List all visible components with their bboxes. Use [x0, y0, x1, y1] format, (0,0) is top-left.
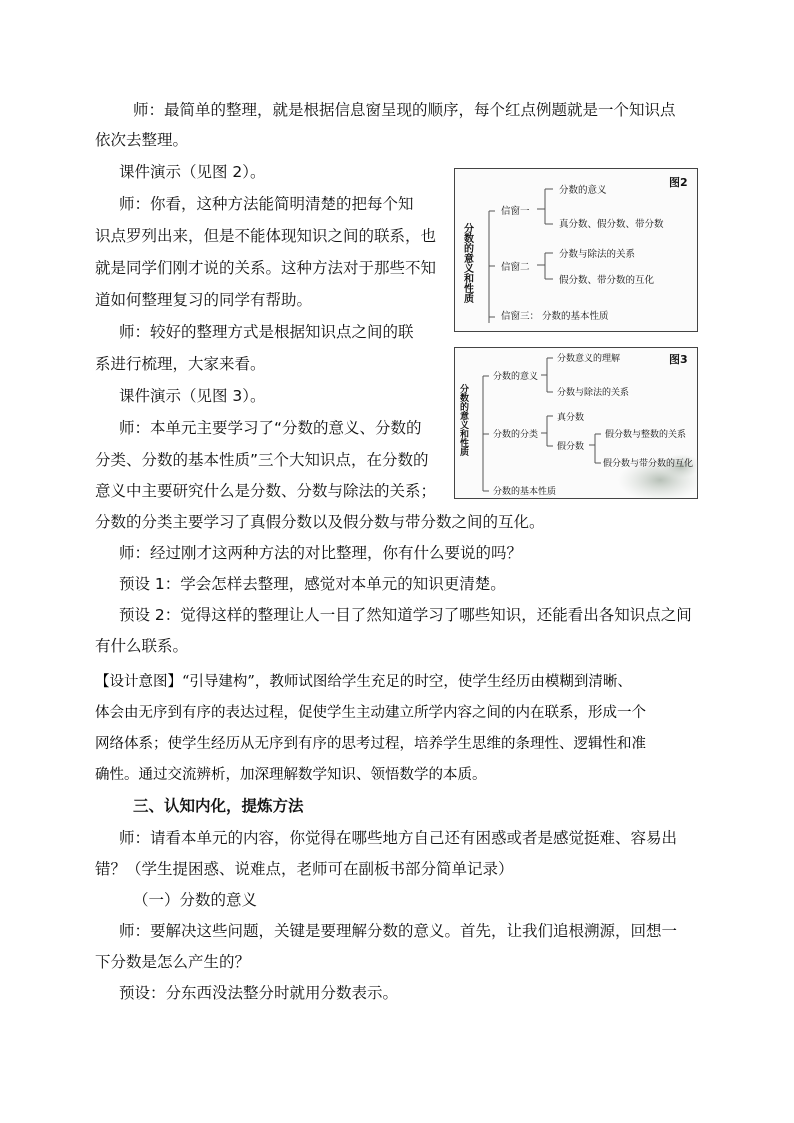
text-line: 师：要解决这些问题，关键是要理解分数的意义。首先，让我们追根溯源，回想一	[119, 922, 678, 940]
sub-heading: （一）分数的意义	[133, 891, 258, 909]
design-intent-line: 网络体系；使学生经历从无序到有序的思考过程，培养学生思维的条理性、逻辑性和准	[95, 736, 646, 752]
figure-3-improper: 假分数	[557, 442, 585, 452]
text-line: 道如何整理复习的同学有帮助。	[95, 291, 313, 309]
text-line: 师：本单元主要学习了“分数的意义、分数的	[119, 419, 422, 437]
figure-3-improper-b: 假分数与带分数的互化	[603, 459, 694, 469]
text-line: 错？（学生提困惑、说难点，老师可在副板书部分简单记录）	[95, 860, 514, 878]
figure-3-classify: 分数的分类	[493, 430, 539, 440]
text-line: 识点罗列出来，但是不能体现知识之间的联系，也	[95, 227, 437, 245]
figure-3-meaning-a: 分数意义的理解	[557, 354, 621, 364]
figure-2-window-2: 信窗二	[501, 262, 530, 273]
figure-3-proper: 真分数	[557, 413, 585, 423]
figure-3-bracket-improper	[589, 434, 601, 463]
figure-3-property: 分数的基本性质	[493, 487, 557, 497]
figure-3-root: 分数的意义和性质	[458, 384, 468, 456]
text-line: 分类、分数的基本性质”三个大知识点，在分数的	[95, 451, 429, 469]
design-intent-line: 体会由无序到有序的表达过程，促使学生主动建立所学内容之间的内在联系，形成一个	[95, 705, 646, 721]
text-line: 师：你看，这种方法能简明清楚的把每个知	[119, 195, 414, 213]
text-line: 有什么联系。	[95, 637, 189, 655]
figure-2-bracket-1	[537, 189, 553, 224]
figure-2-bracket-2	[537, 253, 553, 279]
figure-2-root: 分数的意义和性质	[461, 223, 473, 303]
figure-3-bracket-classify	[541, 416, 553, 446]
text-line: 意义中主要研究什么是分数、分数与除法的关系；	[95, 482, 437, 500]
figure-3-meaning-b: 分数与除法的关系	[557, 388, 630, 398]
text-line: 课件演示（见图 3）。	[119, 387, 266, 405]
design-intent-line: 【设计意图】“引导建构”，教师试图给学生充足的时空，使学生经历由模糊到清晰、	[95, 674, 632, 690]
text-line: 师：较好的整理方式是根据知识点之间的联	[119, 323, 414, 341]
text-line: 师：经过刚才这两种方法的对比整理，你有什么要说的吗？	[119, 544, 523, 562]
figure-2-win1-b: 真分数、假分数、带分数	[559, 219, 664, 230]
text-line: 预设 2：觉得这样的整理让人一目了然知道学习了哪些知识，还能看出各知识点之间	[119, 606, 692, 624]
figure-2-diagram	[455, 169, 699, 333]
figure-3	[454, 347, 698, 499]
figure-2-win2-b: 假分数、带分数的互化	[559, 275, 655, 286]
design-intent-line: 确性。通过交流辨析，加深理解数学知识、领悟数学的本质。	[95, 767, 487, 783]
text-line: 预设 1：学会怎样去整理，感觉对本单元的知识更清楚。	[119, 575, 506, 593]
section-heading: 三、认知内化，提炼方法	[133, 797, 304, 815]
text-line: 下分数是怎么产生的？	[95, 953, 251, 971]
figure-2-root-ticks	[489, 211, 495, 317]
text-line: 课件演示（见图 2）。	[119, 163, 266, 181]
text-line: 依次去整理。	[95, 131, 189, 149]
figure-3-label: 图3	[669, 353, 688, 366]
text-line: 分数的分类主要学习了真假分数以及假分数与带分数之间的互化。	[95, 513, 545, 531]
text-line: 预设：分东西没法整分时就用分数表示。	[119, 984, 399, 1002]
text-line: 师：最简单的整理，就是根据信息窗呈现的顺序，每个红点例题就是一个知识点	[133, 101, 676, 119]
figure-3-bracket-meaning	[541, 358, 553, 392]
text-line: 就是同学们刚才说的关系。这种方法对于那些不知	[95, 259, 437, 277]
figure-3-meaning: 分数的意义	[493, 372, 539, 382]
figure-3-diagram	[455, 348, 699, 500]
text-line: 系进行梳理，大家来看。	[95, 355, 266, 373]
figure-2-win1-a: 分数的意义	[559, 185, 607, 196]
figure-2-window-3: 信窗三： 分数的基本性质	[501, 311, 609, 322]
text-line: 师：请看本单元的内容，你觉得在哪些地方自己还有困惑或者是感觉挺难、容易出	[119, 829, 678, 847]
figure-2-window-1: 信窗一	[501, 206, 530, 217]
figure-2-label: 图2	[669, 176, 688, 189]
figure-3-improper-a: 假分数与整数的关系	[605, 430, 687, 440]
figure-2	[454, 168, 698, 332]
figure-3-root-bracket	[483, 376, 489, 491]
figure-2-win2-a: 分数与除法的关系	[559, 249, 636, 260]
